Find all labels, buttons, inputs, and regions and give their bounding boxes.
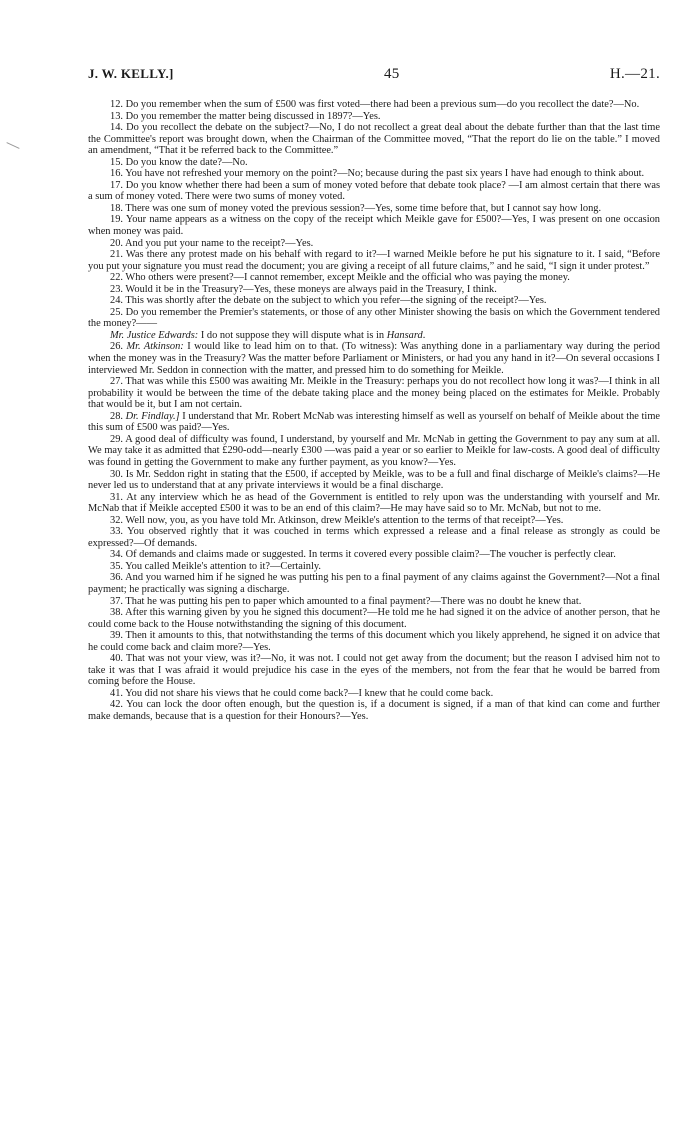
transcript-paragraph: 12. Do you remember when the sum of £500 was first voted—there had been a previous sum—do you recollect the date?—No. [110, 99, 640, 110]
transcript-paragraph: 28. Dr. Findlay.] I understand that Mr. Robert McNab was interesting himself as well as yourself on behalf of Meikle about the time this sum of £500 was paid?—Yes. [88, 410, 661, 434]
transcript-paragraph: 30. Is Mr. Seddon right in stating that the £500, if accepted by Meikle, was to be a full and final discharge of Meikle's claims?—He never led us to understand that at any private interviews it would be a final discharge. [88, 468, 660, 492]
transcript-paragraph: 19. Your name appears as a witness on the copy of the receipt which Meikle gave for £500?—Yes, I was present on one occasion when money was paid. [88, 214, 660, 238]
page-header [88, 66, 660, 83]
transcript-paragraph: Mr. Justice Edwards: I do not suppose they will dispute what is in Hansard. [110, 329, 426, 341]
transcript-paragraph: 39. Then it amounts to this, that notwithstanding the terms of this document which you likely apprehend, he signed it on advice that he could come back and claim more?—Yes. [88, 630, 660, 653]
transcript-paragraph: 31. At any interview which he as head of the Government is entitled to rely upon was the understanding with yourself and Mr. McNab that if Meikle accepted £500 it was to be an end of this claim?—He may have said so to Mr. McNab, but not to me. [88, 491, 660, 515]
transcript-paragraph: 20. And you put your name to the receipt?—Yes. [110, 237, 314, 249]
transcript-paragraph: 21. Was there any protest made on his behalf with regard to it?—I warned Meikle before he put his signature to it. I said, “Before you put your signature you must read the document; you are giving a receipt of all future claims,” and he said, “I sign it under protest.” [88, 249, 660, 272]
transcript-paragraph: 14. Do you recollect the debate on the subject?—No, I do not recollect a great deal about the debate further than that the last time the Committee's report was brought down, when the Chairman of the Committee moved, “That the report do lie on the table.” I moved an amendment, “That it be referred back to the Committee.” [88, 122, 660, 157]
transcript-paragraph: 32. Well now, you, as you have told Mr. Atkinson, drew Meikle's attention to the terms of that receipt?—Yes. [110, 514, 564, 526]
transcript-paragraph: 33. You observed rightly that it was couched in terms which expressed a release and a final release as strongly as could be expressed?—Of demands. [88, 526, 660, 549]
header-witness: J. W. KELLY.] [88, 66, 174, 81]
transcript-paragraph: 35. You called Meikle's attention to it?—Certainly. [110, 560, 321, 572]
transcript-paragraph: 18. There was one sum of money voted the previous session?—Yes, some time before that, but I cannot say how long. [110, 202, 602, 214]
transcript-paragraph: 22. Who others were present?—I cannot remember, except Meikle and the official who was paying the money. [110, 272, 570, 284]
transcript-paragraph: 27. That was while this £500 was awaiting Mr. Meikle in the Treasury: perhaps you do not recollect how long it was?—I think in all probability it would be between the time of the debate taking place and the money being placed on the estimates for Meikle. Probably that would be it, but I am not certain. [88, 376, 660, 411]
transcript-paragraph: 29. A good deal of difficulty was found, I understand, by yourself and Mr. McNab in getting the Government to pay any sum at all. We may take it as admitted that £290-odd—nearly £300 —was paid a year or so earlier to Meikle for law-costs. A good deal of difficulty was found in getting the Government to make any further payment, as you know?—Yes. [88, 433, 660, 468]
transcript-paragraph: 42. You can lock the door often enough, but the question is, if a document is signed, if a man of that kind can come and further make demands, because that is a question for their Honours?—Yes. [88, 699, 660, 722]
transcript-paragraph: 13. Do you remember the matter being discussed in 1897?—Yes. [110, 110, 381, 122]
transcript-paragraph: 38. After this warning given by you he signed this document?—He told me he had signed it on the advice of another person, that he could come back to the House notwithstanding the signing of this document. [88, 607, 660, 630]
transcript-paragraph: 25. Do you remember the Premier's statements, or those of any other Minister showing the basis on which the Government tendered the money?—— [88, 306, 660, 330]
margin-mark [6, 142, 19, 149]
transcript-paragraph: 34. Of demands and claims made or suggested. In terms it covered every possible claim?—The voucher is perfectly clear. [110, 549, 616, 561]
transcript-paragraph: 37. That he was putting his pen to paper which amounted to a final payment?—There was no doubt he knew that. [110, 595, 582, 607]
transcript-paragraph: 17. Do you know whether there had been a sum of money voted before that debate took place? —I am almost certain that there was a sum of money voted. There were two sums of money voted. [88, 179, 660, 203]
transcript-paragraph: 41. You did not share his views that he could come back?—I knew that he could come back. [110, 687, 494, 699]
transcript-paragraph: 24. This was shortly after the debate on the subject to which you refer—the signing of the receipt?—Yes. [110, 295, 547, 307]
transcript-paragraph: 15. Do you know the date?—No. [110, 156, 248, 168]
transcript-paragraph: 40. That was not your view, was it?—No, it was not. I could not get away from the document; but the reason I advised him not to take it was that I was afraid it would prejudice his case in the eyes of the members, not from the fear that he would be barred from coming before the House. [88, 653, 660, 688]
transcript-paragraph: 23. Would it be in the Treasury?—Yes, these moneys are always paid in the Treasury, I think. [110, 283, 497, 295]
transcript-body [88, 99, 660, 723]
transcript-paragraph: 16. You have not refreshed your memory on the point?—No; because during the past six years I have had enough to think about. [110, 168, 645, 180]
page-number: 45 [383, 66, 400, 82]
transcript-paragraph: 36. And you warned him if he signed he was putting his pen to a final payment of any claims against the Government?—Not a final payment; he practically was signing a discharge. [88, 572, 660, 595]
transcript-paragraph: 26. Mr. Atkinson: I would like to lead him on to that. (To witness): Was anything done in a parliamentary way during the period when the money was in the Treasury? Was the matter before Parliament or Ministers, or had you any hand in it?—On several occasions I interviewed Mr. Seddon in connection with the matter, and pressed him to do something for Meikle. [88, 341, 660, 376]
document-reference: H.—21. [609, 66, 660, 82]
